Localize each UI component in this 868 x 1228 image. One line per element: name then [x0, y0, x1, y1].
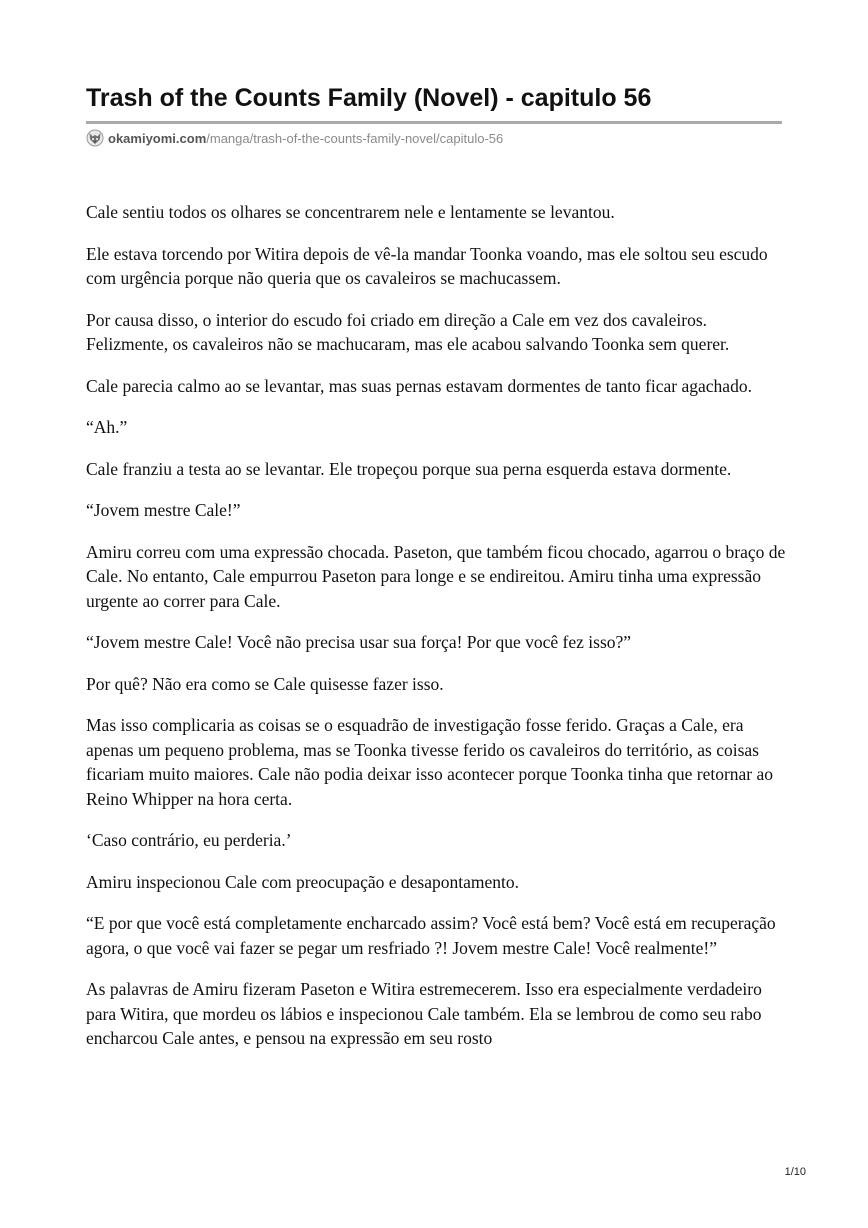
article-body [86, 200, 786, 1068]
paragraph: Cale franziu a testa ao se levantar. Ele tropeçou porque sua perna esquerda estava dormente. [86, 458, 732, 479]
paragraph: Amiru inspecionou Cale com preocupação e desapontamento. [86, 871, 519, 892]
wolf-logo-icon [86, 129, 104, 147]
page-number: 1/10 [784, 1166, 806, 1178]
paragraph: Ele estava torcendo por Witira depois de vê-la mandar Toonka voando, mas ele soltou seu escudo com urgência porque não queria que os cavaleiros se machucassem. [86, 243, 768, 288]
paragraph: Cale sentiu todos os olhares se concentrarem nele e lentamente se levantou. [86, 202, 615, 222]
paragraph: Por quê? Não era como se Cale quisesse fazer isso. [86, 673, 444, 694]
paragraph: “Ah.” [86, 417, 128, 437]
source-line [86, 128, 503, 148]
source-domain-link[interactable]: okamiyomi.com [108, 130, 207, 146]
paragraph: Amiru correu com uma expressão chocada. Paseton, que também ficou chocado, agarrou o braço de Cale. No entanto, Cale empurrou Paseton para longe e se endireitou. Amiru tinha uma expressão urgente ao correr para Cale. [86, 541, 786, 611]
paragraph: ‘Caso contrário, eu perderia.’ [86, 830, 292, 850]
paragraph: “E por que você está completamente encharcado assim? Você está bem? Você está em recuperação agora, o que você vai fazer se pegar um resfriado ?! Jovem mestre Cale! Você realmente!” [86, 913, 776, 958]
paragraph: “Jovem mestre Cale!” [86, 500, 241, 520]
paragraph: Cale parecia calmo ao se levantar, mas suas pernas estavam dormentes de tanto ficar agachado. [86, 375, 752, 396]
paragraph: “Jovem mestre Cale! Você não precisa usar sua força! Por que você fez isso?” [86, 632, 632, 652]
page-title: Trash of the Counts Family (Novel) - capitulo 56 [86, 84, 652, 112]
source-path-link[interactable]: /manga/trash-of-the-counts-family-novel/capitulo-56 [206, 130, 504, 146]
paragraph: Por causa disso, o interior do escudo foi criado em direção a Cale em vez dos cavaleiros. Felizmente, os cavaleiros não se machucaram, mas ele acabou salvando Toonka sem querer. [86, 309, 730, 354]
paragraph: As palavras de Amiru fizeram Paseton e Witira estremecerem. Isso era especialmente verdadeiro para Witira, que mordeu os lábios e inspecionou Cale também. Ela se lembrou de como seu rabo encharcou Cale antes, e pensou na expressão em seu rosto [86, 979, 762, 1048]
title-divider [86, 121, 782, 124]
paragraph: Mas isso complicaria as coisas se o esquadrão de investigação fosse ferido. Graças a Cale, era apenas um pequeno problema, mas se Toonka tivesse ferido os cavaleiros do território, as coisas ficariam muito maiores. Cale não podia deixar isso acontecer porque Toonka tinha que retornar ao Reino Whipper na hora certa. [86, 715, 774, 809]
